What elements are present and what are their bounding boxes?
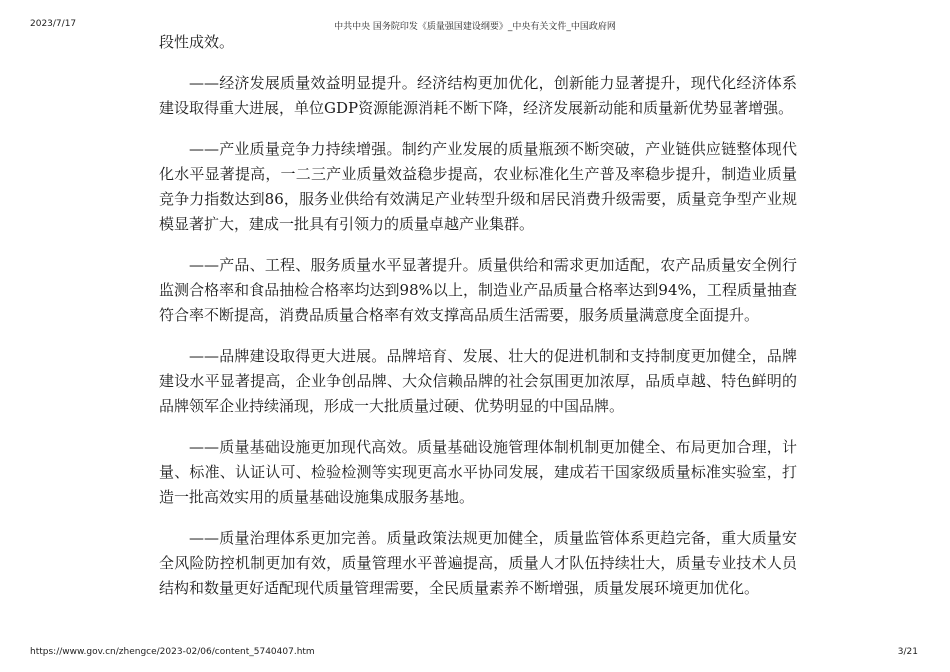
paragraph-product-quality: ——产品、工程、服务质量水平显著提升。质量供给和需求更加适配，农产品质量安全例行监测合格率和食品抽检合格率均达到98%以上，制造业产品质量合格率达到94%，工程质量抽查符合率不断提高，消费品质量合格率有效支撑高品质生活需要，服务质量满意度全面提升。	[159, 256, 797, 324]
print-page-title: 中共中央 国务院印发《质量强国建设纲要》_中央有关文件_中国政府网	[334, 22, 616, 32]
document-body	[159, 30, 797, 617]
paragraph-industry-quality: ——产业质量竞争力持续增强。制约产业发展的质量瓶颈不断突破，产业链供应链整体现代化水平显著提高，一二三产业质量效益稳步提高，农业标准化生产普及率稳步提升，制造业质量竞争力指数达到86，服务业供给有效满足产业转型升级和居民消费升级需要，质量竞争型产业规模显著扩大，建成一批具有引领力的质量卓越产业集群。	[159, 140, 797, 233]
paragraph-economic-quality: ——经济发展质量效益明显提升。经济结构更加优化，创新能力显著提升，现代化经济体系建设取得重大进展，单位GDP资源能源消耗不断下降，经济发展新动能和质量新优势显著增强。	[159, 74, 797, 117]
paragraph-quality-governance: ——质量治理体系更加完善。质量政策法规更加健全，质量监管体系更趋完备，重大质量安全风险防控机制更加有效，质量管理水平普遍提高，质量人才队伍持续壮大，质量专业技术人员结构和数量更好适配现代质量管理需要，全民质量素养不断增强，质量发展环境更加优化。	[159, 529, 797, 597]
print-page-number: 3/21	[897, 647, 918, 657]
print-date: 2023/7/17	[30, 19, 77, 29]
paragraph-quality-infrastructure: ——质量基础设施更加现代高效。质量基础设施管理体制机制更加健全、布局更加合理，计量、标准、认证认可、检验检测等实现更高水平协同发展，建成若干国家级质量标准实验室，打造一批高效实用的质量基础设施集成服务基地。	[159, 438, 797, 506]
print-url: https://www.gov.cn/zhengce/2023-02/06/content_5740407.htm	[30, 647, 315, 657]
paragraph-brand-building: ——品牌建设取得更大进展。品牌培育、发展、壮大的促进机制和支持制度更加健全，品牌建设水平显著提高，企业争创品牌、大众信赖品牌的社会氛围更加浓厚，品质卓越、特色鲜明的品牌领军企业持续涌现，形成一大批质量过硬、优势明显的中国品牌。	[159, 347, 797, 415]
paragraph-continuation: 段性成效。	[159, 33, 235, 51]
